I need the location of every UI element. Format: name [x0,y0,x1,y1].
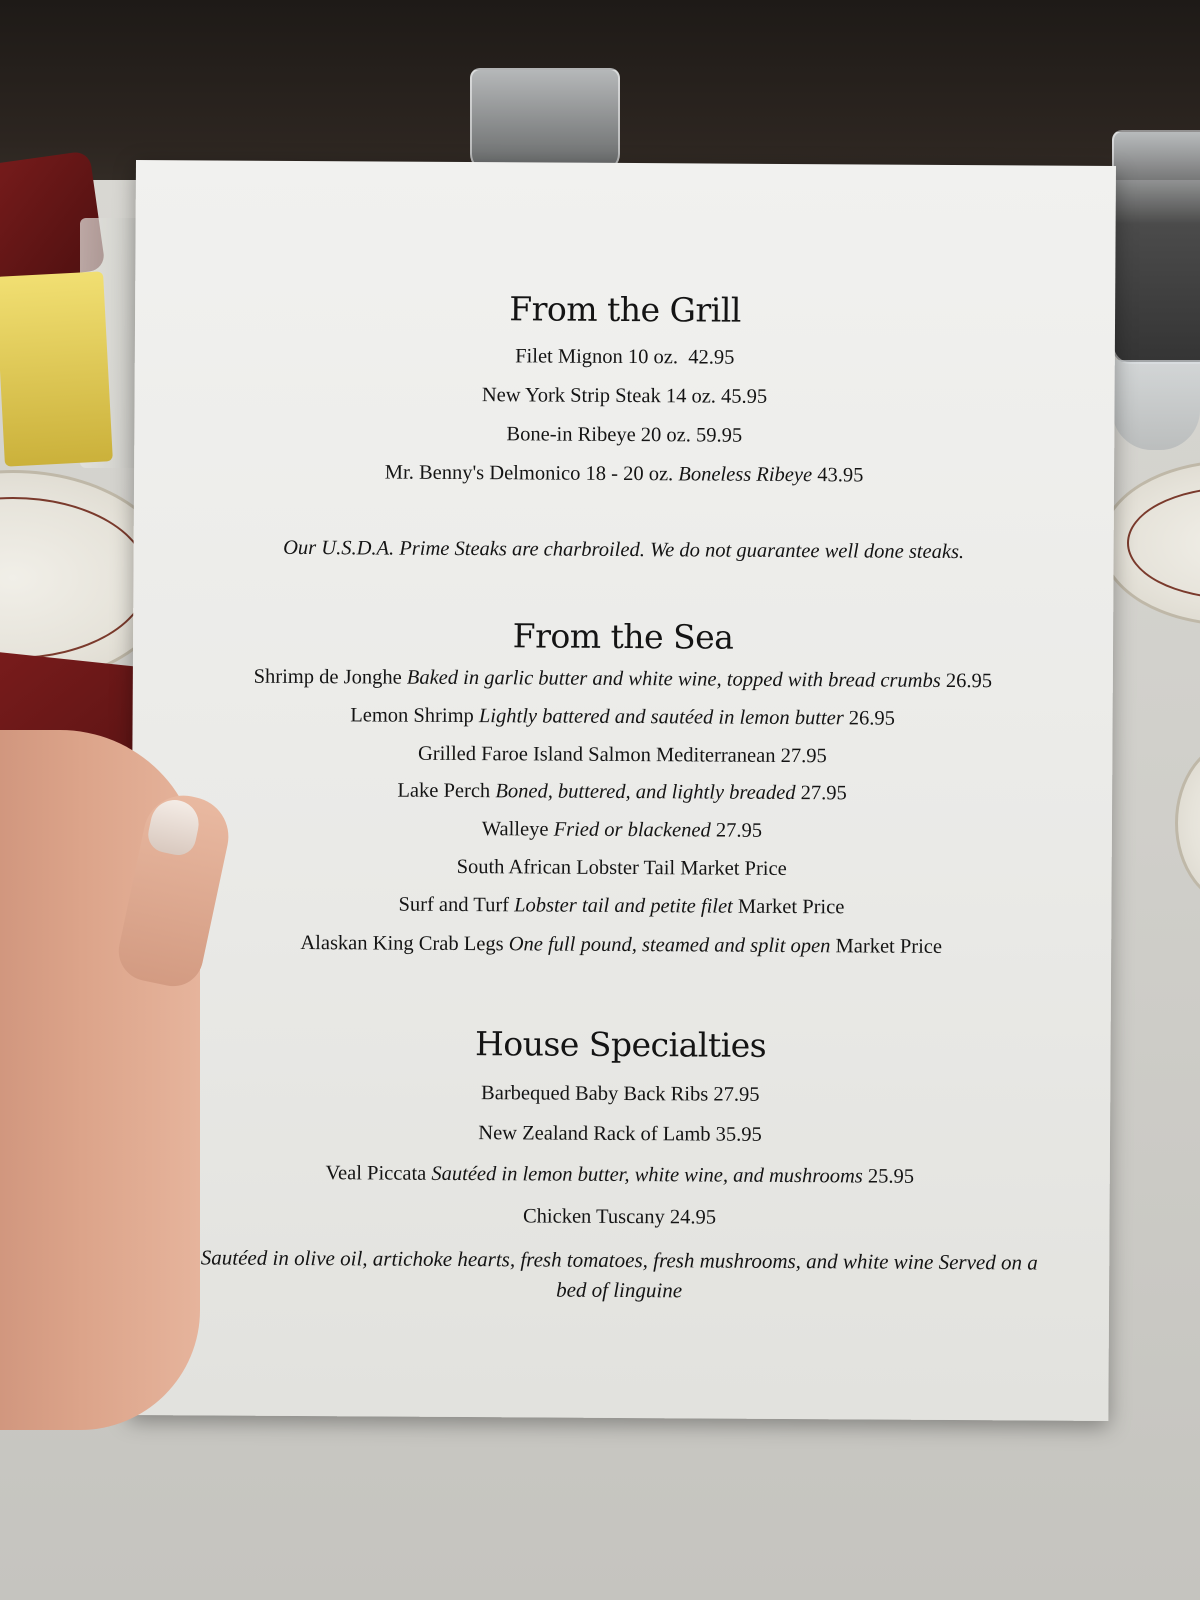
steak-note: Our U.S.D.A. Prime Steaks are charbroiled. We do not guarantee well done steaks. [283,536,965,564]
menu-item: Chicken Tuscany 24.95 [522,1205,717,1229]
section-title-sea: From the Sea [512,616,734,657]
menu-item: Alaskan King Crab Legs One full pound, steamed and split open Market Price [300,932,943,958]
menu-item: Lake Perch Boned, buttered, and lightly breaded 27.95 [397,779,847,805]
water-glass [470,68,620,172]
section-title-grill: From the Grill [509,289,742,330]
menu-item: Surf and Turf Lobster tail and petite filet Market Price [398,893,845,919]
menu-item: Shrimp de Jonghe Baked in garlic butter and white wine, topped with bread crumbs 26.95 [253,665,993,693]
chicken-tuscany-description: Sautéed in olive oil, artichoke hearts, fresh tomatoes, fresh mushrooms, and white wine Served on a bed of linguine [200,1245,1038,1303]
menu-item: Walleye Fried or blackened 27.95 [481,818,763,842]
menu-item: South African Lobster Tail Market Price [456,855,787,880]
menu-item: Lemon Shrimp Lightly battered and sautéed in lemon butter 26.95 [350,704,896,730]
butter-packets [0,271,113,466]
menu-item: New York Strip Steak 14 oz. 45.95 [481,384,768,408]
menu-item: Grilled Faroe Island Salmon Mediterranean 27.95 [417,742,827,768]
glass-stem [1112,360,1200,450]
soda-glass [1112,130,1200,364]
menu-item: Barbequed Baby Back Ribs 27.95 [481,1082,760,1106]
menu-item: Mr. Benny's Delmonico 18 - 20 oz. Boneless Ribeye 43.95 [384,461,864,487]
menu-item: Filet Mignon 10 oz. 42.95 [515,345,735,369]
menu-item: Veal Piccata Sautéed in lemon butter, white wine, and mushrooms 25.95 [325,1162,915,1188]
menu-page [128,160,1116,1421]
section-title-house: House Specialties [474,1024,767,1065]
menu-item: Bone-in Ribeye 20 oz. 59.95 [506,423,743,447]
menu-item: New Zealand Rack of Lamb 35.95 [478,1122,762,1146]
menu-content [128,160,1116,1421]
